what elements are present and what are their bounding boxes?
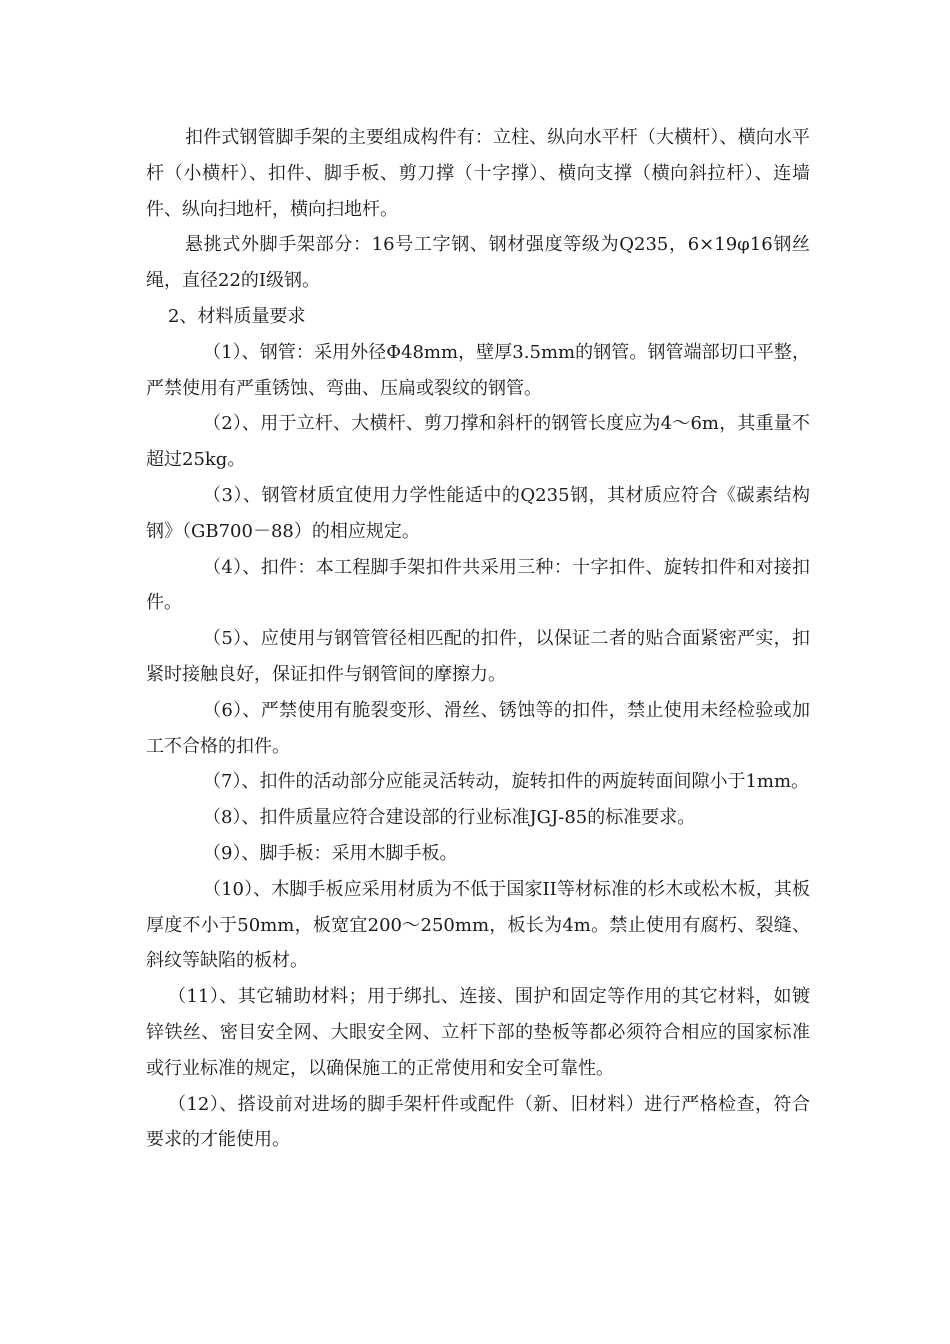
paragraph-cantilever-scaffold: 悬挑式外脚手架部分：16号工字钢、钢材强度等级为Q235，6×19φ16钢丝绳，直径22的Ⅰ级钢。: [146, 234, 810, 292]
paragraph-item-7: （7）、扣件的活动部分应能灵活转动，旋转扣件的两旋转面间隙小于1mm。: [203, 771, 810, 793]
paragraph-item-6: （6）、严禁使用有脆裂变形、滑丝、锈蚀等的扣件，禁止使用未经检验或加工不合格的扣件。: [146, 699, 810, 757]
paragraph-item-3: （3）、钢管材质宜使用力学性能适中的Q235钢，其材质应符合《碳素结构钢》（GB700－88）的相应规定。: [146, 484, 810, 542]
paragraph-item-11: （11）、其它辅助材料；用于绑扎、连接、围护和固定等作用的其它材料，如镀锌铁丝、密目安全网、大眼安全网、立杆下部的垫板等都必须符合相应的国家标准或行业标准的规定，以确保施工的正常使用和安全可靠性。: [146, 986, 810, 1079]
paragraph-item-1: （1）、钢管：采用外径Φ48mm，壁厚3.5mm的钢管。钢管端部切口平整，严禁使用有严重锈蚀、弯曲、压扁或裂纹的钢管。: [146, 341, 810, 399]
document-body: [146, 120, 810, 1158]
paragraph-item-5: （5）、应使用与钢管管径相匹配的扣件，以保证二者的贴合面紧密严实，扣紧时接触良好，保证扣件与钢管间的摩擦力。: [146, 628, 810, 685]
paragraph-item-2: （2）、用于立杆、大横杆、剪刀撑和斜杆的钢管长度应为4～6m，其重量不超过25kg。: [146, 413, 810, 471]
paragraph-item-10: （10）、木脚手板应采用材质为不低于国家II等材标准的杉木或松木板，其板厚度不小于50mm，板宽宜200～250mm，板长为4m。禁止使用有腐朽、裂缝、斜纹等缺陷的板材。: [146, 878, 810, 972]
paragraph-item-9: （9）、脚手板：采用木脚手板。: [203, 842, 458, 864]
paragraph-item-8: （8）、扣件质量应符合建设部的行业标准JGJ-85的标准要求。: [203, 807, 696, 829]
paragraph-scaffold-components: 扣件式钢管脚手架的主要组成构件有：立柱、纵向水平杆（大横杆）、横向水平杆（小横杆）、扣件、脚手板、剪刀撑（十字撑）、横向支撑（横向斜拉杆）、连墙件、纵向扫地杆，横向扫地杆。: [146, 127, 810, 220]
section-heading-material-quality: 2、材料质量要求: [168, 305, 306, 327]
paragraph-item-12: （12）、搭设前对进场的脚手架杆件或配件（新、旧材料）进行严格检查，符合要求的才能使用。: [146, 1093, 810, 1151]
paragraph-item-4: （4）、扣件：本工程脚手架扣件共采用三种：十字扣件、旋转扣件和对接扣件。: [146, 556, 810, 614]
